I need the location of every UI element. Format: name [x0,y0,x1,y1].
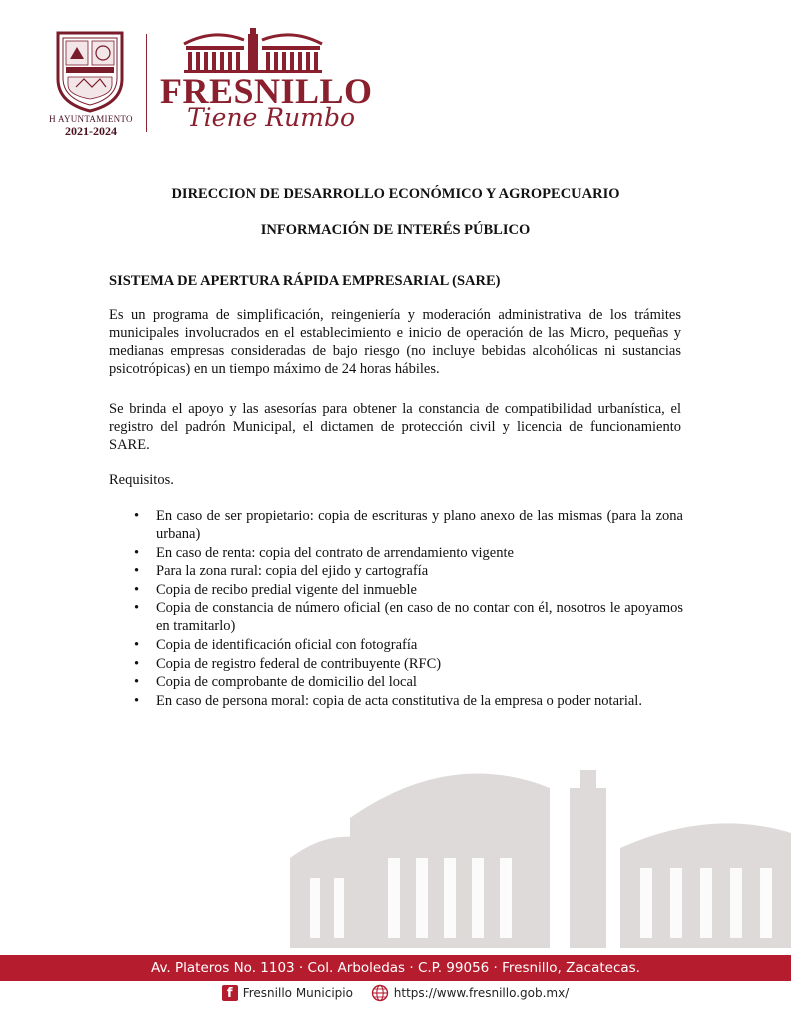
website-link[interactable]: https://www.fresnillo.gob.mx/ [393,986,570,1000]
header-divider [146,34,147,132]
footer-links [0,984,791,1002]
ayuntamiento-label: H AYUNTAMIENTO [49,114,133,124]
department-heading: DIRECCION DE DESARROLLO ECONÓMICO Y AGROPECUARIO [171,186,620,202]
list-item [131,544,683,562]
list-item [131,581,683,599]
requirements-label: Requisitos. [109,472,174,488]
requirement-text: Copia de recibo predial vigente del inmueble [156,581,417,598]
facebook-icon: f [222,985,238,1001]
bullet-icon: • [134,692,140,709]
bullet-icon: • [134,600,140,617]
brand-name: FRESNILLO [160,71,373,111]
facebook-link[interactable]: Fresnillo Municipio [242,986,353,1000]
requirement-text: Copia de constancia de número oficial (en caso de no contar con él, nosotros le apoyamos en tramitarlo) [156,600,683,635]
list-item [131,655,683,673]
monument-watermark-icon [290,748,791,948]
requirement-text: Copia de comprobante de domicilio del local [156,674,417,691]
requirement-text: En caso de ser propietario: copia de escrituras y plano anexo de las mismas (para la zona urbana) [156,508,683,542]
section-title: SISTEMA DE APERTURA RÁPIDA EMPRESARIAL (SARE) [109,273,501,289]
municipal-seal-icon [52,27,128,113]
requirement-text: Para la zona rural: copia del ejido y cartografía [156,563,429,580]
list-item [131,599,683,635]
list-item [131,636,683,654]
bullet-icon: • [134,544,140,561]
requirement-text: Copia de identificación oficial con fotografía [156,636,418,653]
bullet-icon: • [134,655,140,672]
requirement-text: Copia de registro federal de contribuyente (RFC) [156,655,442,672]
list-item [131,673,683,691]
list-item [131,562,683,580]
administration-period: 2021-2024 [65,124,117,138]
support-paragraph: Se brinda el apoyo y las asesorías para obtener la constancia de compatibilidad urbanística, el registro del padrón Municipal, el dictamen de protección civil y licencia de funcionamiento SARE. [109,401,681,453]
footer-address: Av. Plateros No. 1103 · Col. Arboledas · C.P. 99056 · Fresnillo, Zacatecas. [151,960,640,976]
bullet-icon: • [134,581,140,598]
list-item [131,507,683,543]
requirement-text: En caso de persona moral: copia de acta constitutiva de la empresa o poder notarial. [156,692,642,709]
brand-tagline: Tiene Rumbo [187,103,355,132]
bullet-icon: • [134,563,140,580]
monument-logo-icon [180,26,326,74]
bullet-icon: • [134,674,140,691]
requirement-text: En caso de renta: copia del contrato de arrendamiento vigente [156,544,514,561]
bullet-icon: • [134,508,140,524]
description-paragraph: Es un programa de simplificación, reingeniería y moderación administrativa de los trámites municipales involucrados en el establecimiento e inicio de operación de las Micro, pequeñas y medianas empresas consideradas de bajo riesgo (no incluye bebidas alcohólicas ni sustancias psicotrópicas) en un tiempo máximo de 24 horas hábiles. [109,307,681,377]
requirements-list [131,507,683,710]
list-item [131,692,683,710]
bullet-icon: • [134,636,140,653]
globe-icon [371,984,389,1002]
document-subtitle: INFORMACIÓN DE INTERÉS PÚBLICO [260,222,531,238]
